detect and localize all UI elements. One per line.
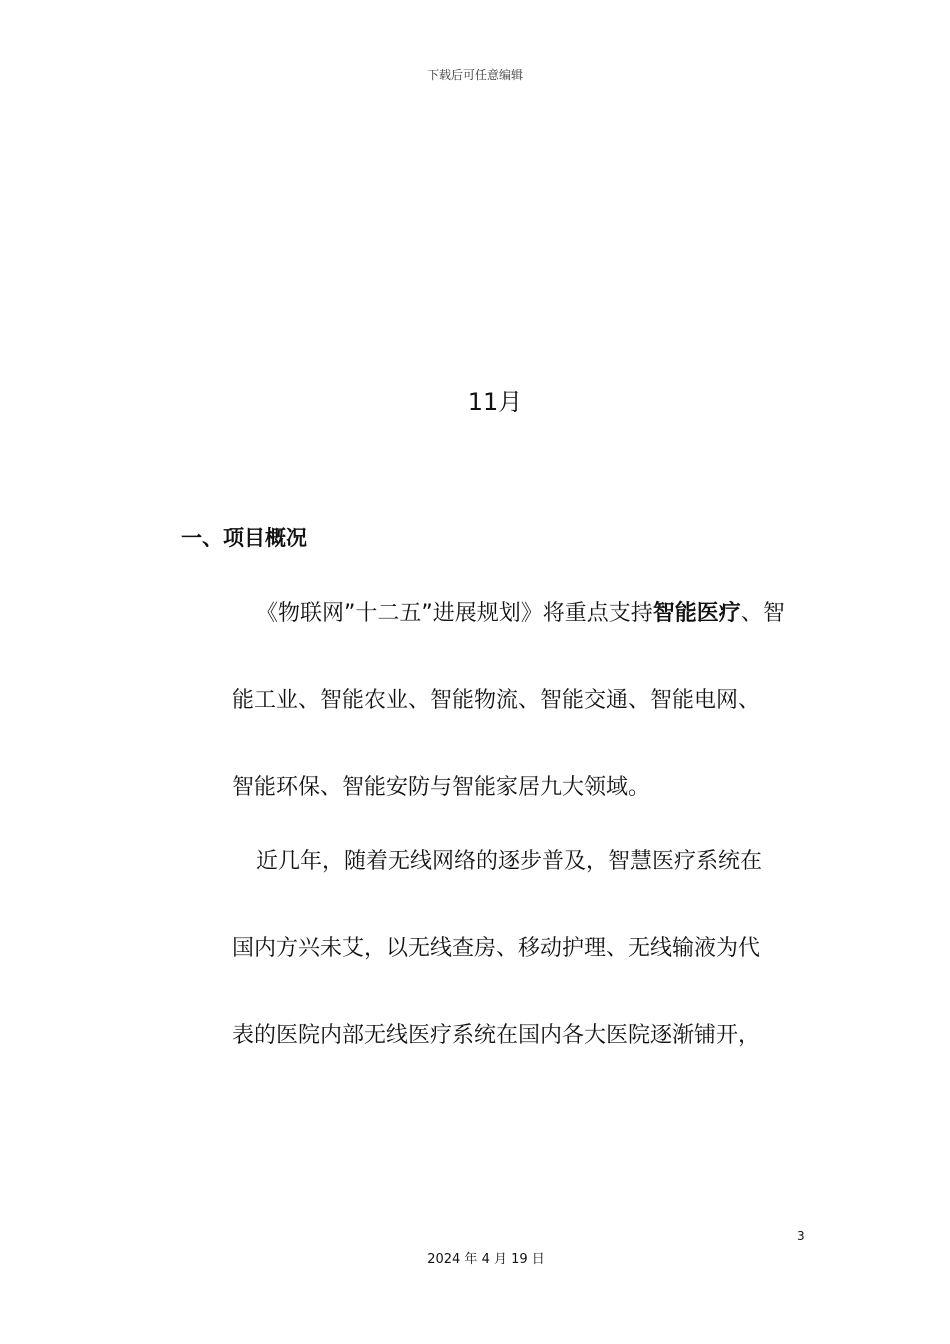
paragraph1-line2: 能工业、智能农业、智能物流、智能交通、智能电网、 bbox=[232, 688, 761, 713]
page-number: 3 bbox=[797, 1229, 805, 1243]
footer-date: 2024 年 4 月 19 日 bbox=[427, 1252, 545, 1267]
paragraph2-line3: 表的医院内部无线医疗系统在国内各大医院逐渐铺开， bbox=[232, 1023, 761, 1048]
paragraph1-line3: 智能环保、智能安防与智能家居九大领域。 bbox=[232, 775, 651, 800]
header-note: 下载后可任意编辑 bbox=[426, 68, 523, 82]
paragraph1-line1-bold: 智能医疗 bbox=[652, 601, 741, 626]
paragraph2-line1: 近几年，随着无线网络的逐步普及，智慧医疗系统在 bbox=[256, 849, 763, 874]
paragraph1-line1-prefix: 《物联网”十二五”进展规划》将重点支持 bbox=[256, 601, 653, 626]
paragraph1-line1 bbox=[256, 596, 785, 627]
section-heading: 一、项目概况 bbox=[181, 526, 307, 550]
paragraph1-line1-suffix: 、智 bbox=[740, 601, 785, 626]
paragraph2-line2: 国内方兴未艾，以无线查房、移动护理、无线输液为代 bbox=[232, 936, 761, 961]
month-title: 11月 bbox=[467, 388, 523, 416]
